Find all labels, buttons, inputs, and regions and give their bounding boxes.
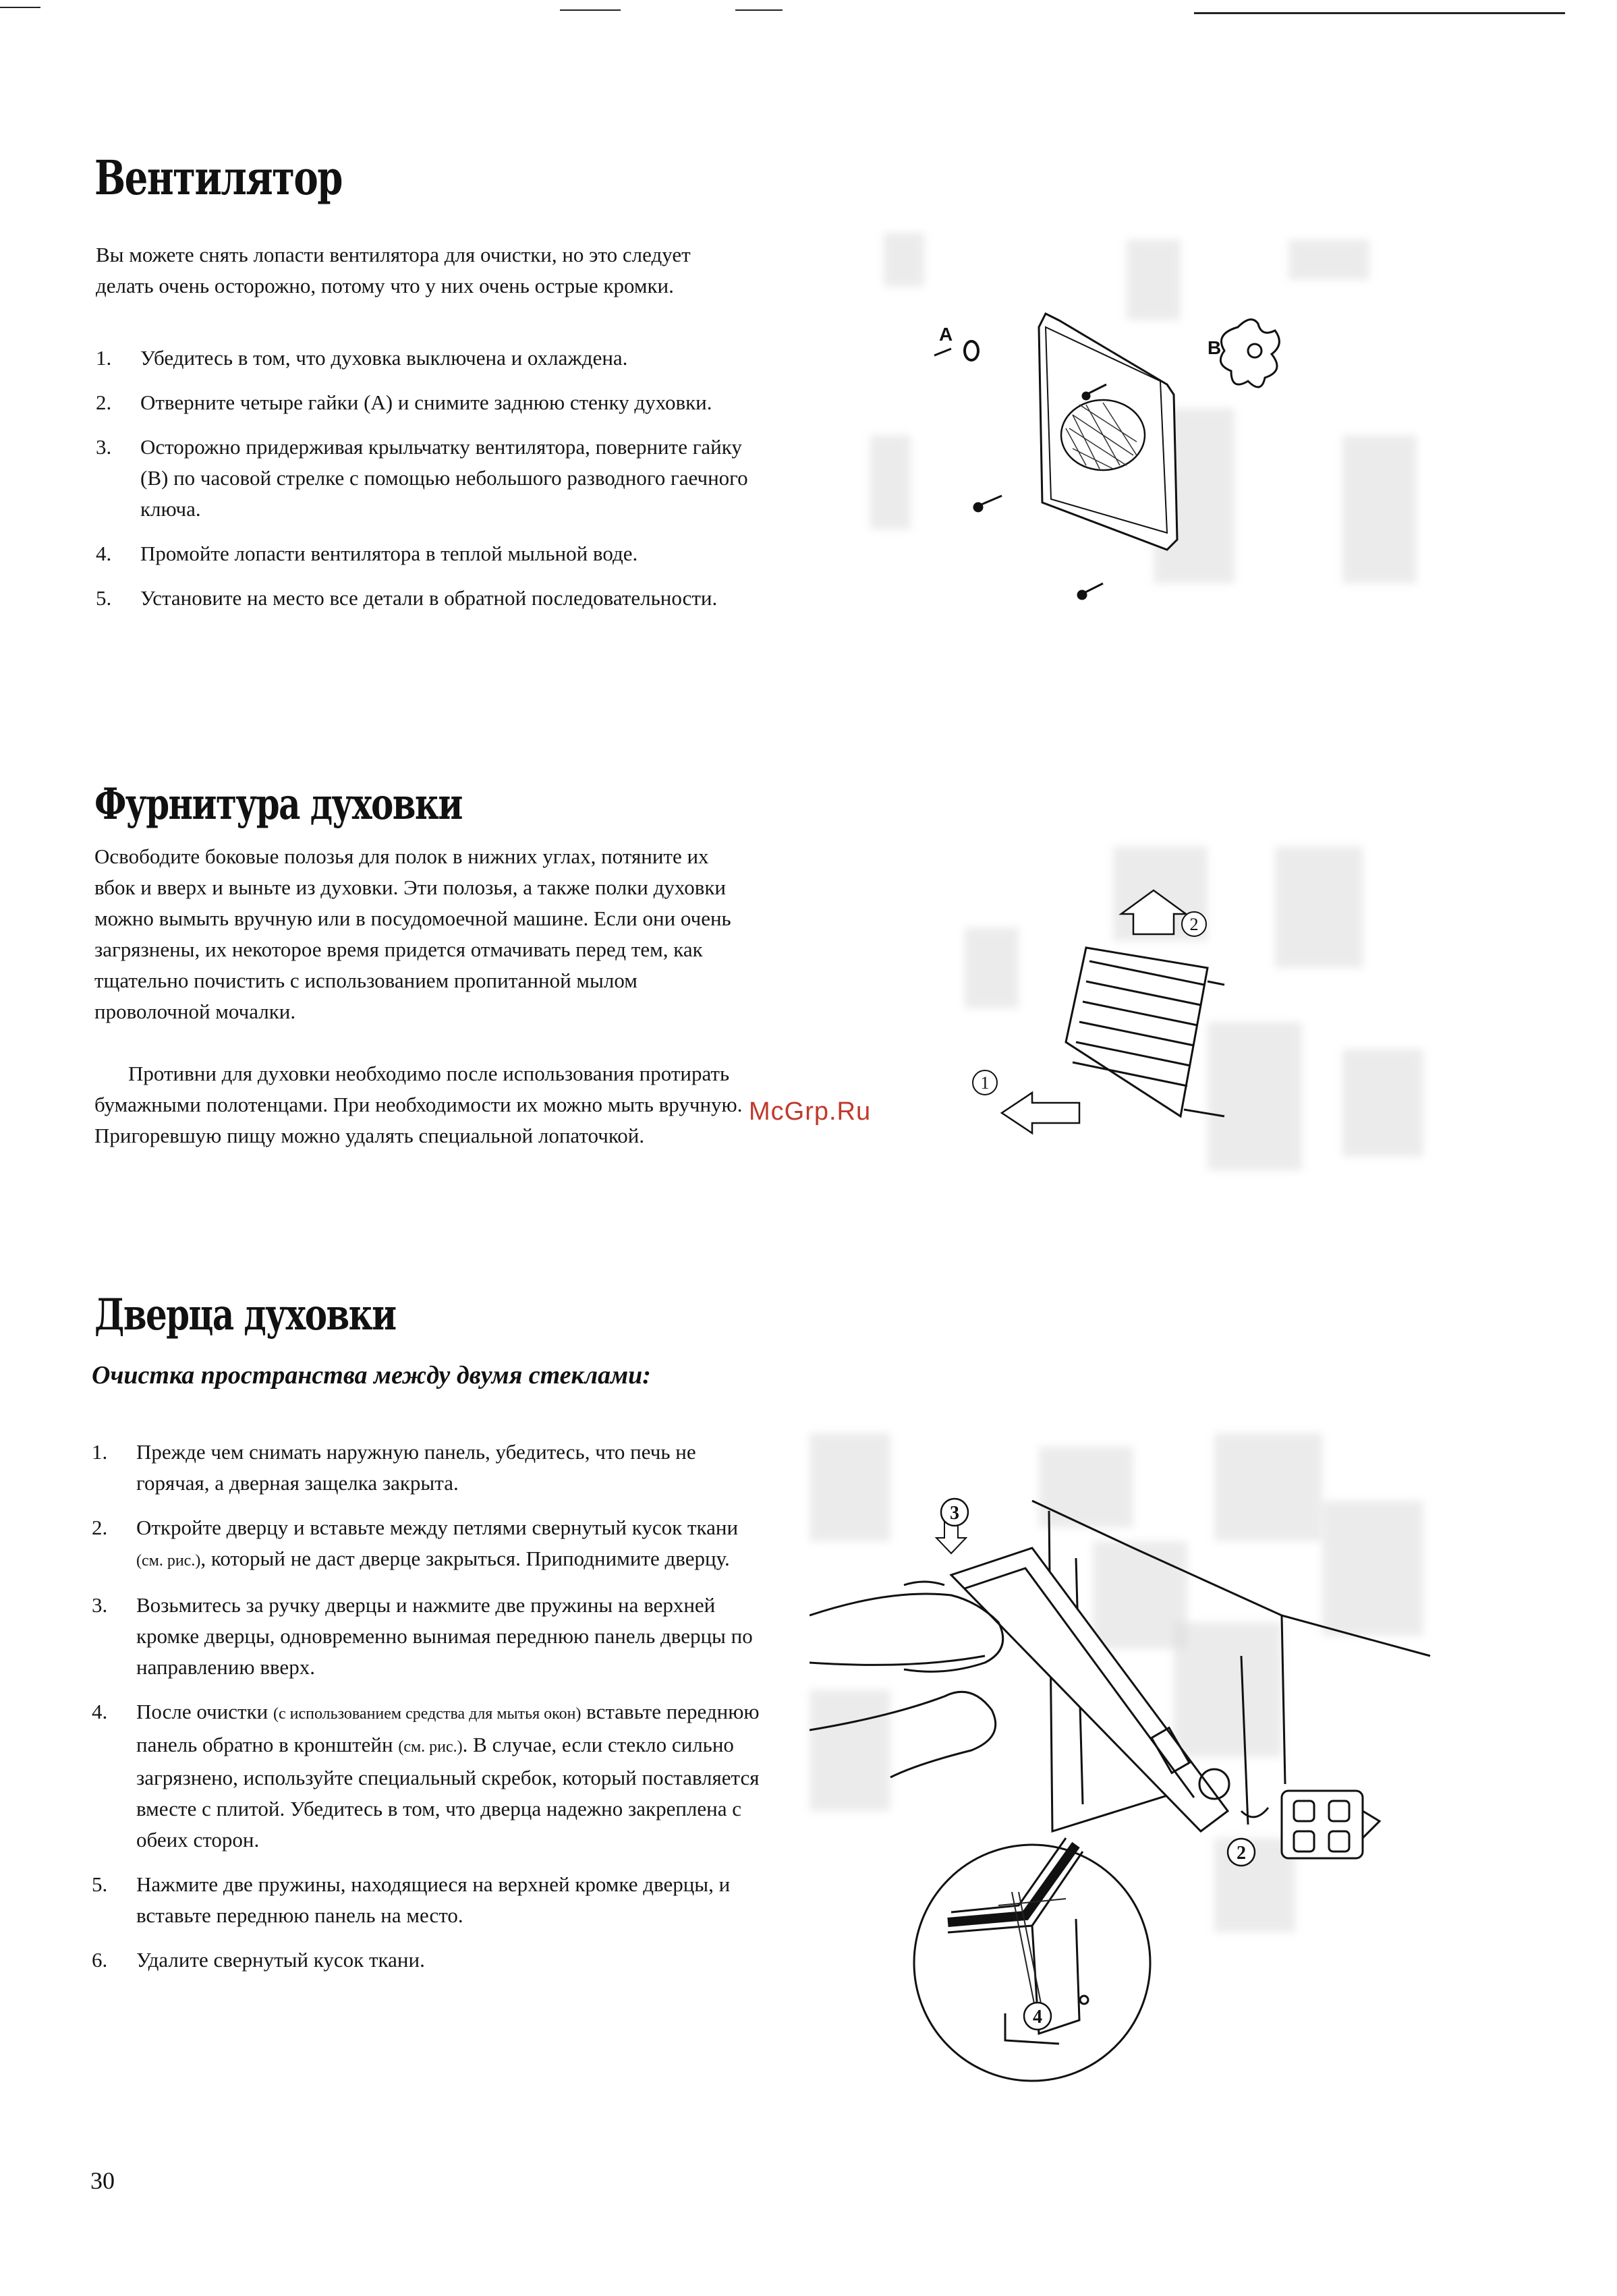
door-subtitle: Очистка пространства между двумя стеклами: (92, 1361, 651, 1389)
label-b: B (1208, 337, 1222, 358)
accessories-figure (965, 846, 1437, 1190)
list-item: 3. Осторожно придерживая крыльчатку вентилятора, поверните гайку (В) по часовой стрелке с помощью небольшого разводного гаечного ключа. (96, 435, 748, 521)
list-item: 4. Промойте лопасти вентилятора в теплой мыльной воде. (96, 542, 638, 565)
list-item: 1. Прежде чем снимать наружную панель, убедитесь, что печь не горячая, а дверная защелка закрыта. (92, 1440, 696, 1495)
label-2: 2 (1237, 1843, 1246, 1864)
door-figure (810, 1433, 1444, 2115)
fan-intro: Вы можете снять лопасти вентилятора для очистки, но это следует делать очень осторожно, потому что у них очень острые кромки. (96, 243, 691, 297)
list-item: 5. Нажмите две пружины, находящиеся на верхней кромке дверцы, и вставьте переднюю панель на место. (92, 1872, 731, 1927)
list-item: 6. Удалите свернутый кусок ткани. (92, 1948, 425, 1972)
list-item: 4. После очистки (с использованием средства для мытья окон) вставьте переднюю панель обратно в кронштейн (см. рис.). В случае, если стекло сильно загрязнено, используйте специальный скребок, который поставляется вместе с плитой. Убедитесь в том, что дверца надежно закреплена с обеих сторон. (92, 1700, 760, 1852)
label-1: 1 (980, 1073, 990, 1093)
list-item: 3. Возьмитесь за ручку дверцы и нажмите две пружины на верхней кромке дверцы, одновременно вынимая переднюю панель дверцы по направлению вверх. (92, 1593, 753, 1679)
scan-edge-line (560, 9, 621, 11)
scan-edge-line (735, 9, 783, 11)
accessories-para-1: Освободите боковые полозья для полок в нижних углах, потяните их вбок и вверх и выньте из духовки. Эти полозья, а также полки духовки можно вымыть вручную или в посудомоечной машине. Если они очень загрязнены, их некоторое время придется отмачивать перед тем, как тщательно почистить с использованием пропитанной мылом проволочной мочалки. (94, 844, 731, 1023)
label-3: 3 (950, 1503, 959, 1524)
list-item: 2. Откройте дверцу и вставьте между петлями свернутый кусок ткани (см. рис.), который не даст дверце закрыться. Приподнимите дверцу. (92, 1516, 739, 1570)
label-a: A (939, 324, 953, 345)
fan-steps (96, 343, 770, 614)
label-2: 2 (1189, 915, 1199, 934)
watermark: McGrp.Ru (749, 1097, 872, 1126)
section-title-accessories: Фурнитура духовки (94, 779, 462, 830)
door-steps (92, 1437, 766, 1976)
accessories-para-2: Противни для духовки необходимо после использования протирать бумажными полотенцами. При необходимости их можно мыть вручную. Пригоревшую пищу можно удалять специальной лопаточкой. (94, 1062, 743, 1147)
label-4: 4 (1033, 2007, 1042, 2028)
page-number: 30 (90, 2167, 115, 2194)
list-item: 2. Отверните четыре гайки (А) и снимите заднюю стенку духовки. (96, 391, 712, 414)
scan-edge-line (0, 7, 40, 8)
list-item: 1. Убедитесь в том, что духовка выключена и охлаждена. (96, 346, 628, 370)
section-title-door: Дверца духовки (94, 1290, 396, 1340)
section-title-fan: Вентилятор (94, 150, 342, 206)
list-item: 5. Установите на место все детали в обратной последовательности. (96, 586, 718, 610)
scan-edge-line (1194, 12, 1565, 14)
fan-figure (870, 233, 1444, 691)
